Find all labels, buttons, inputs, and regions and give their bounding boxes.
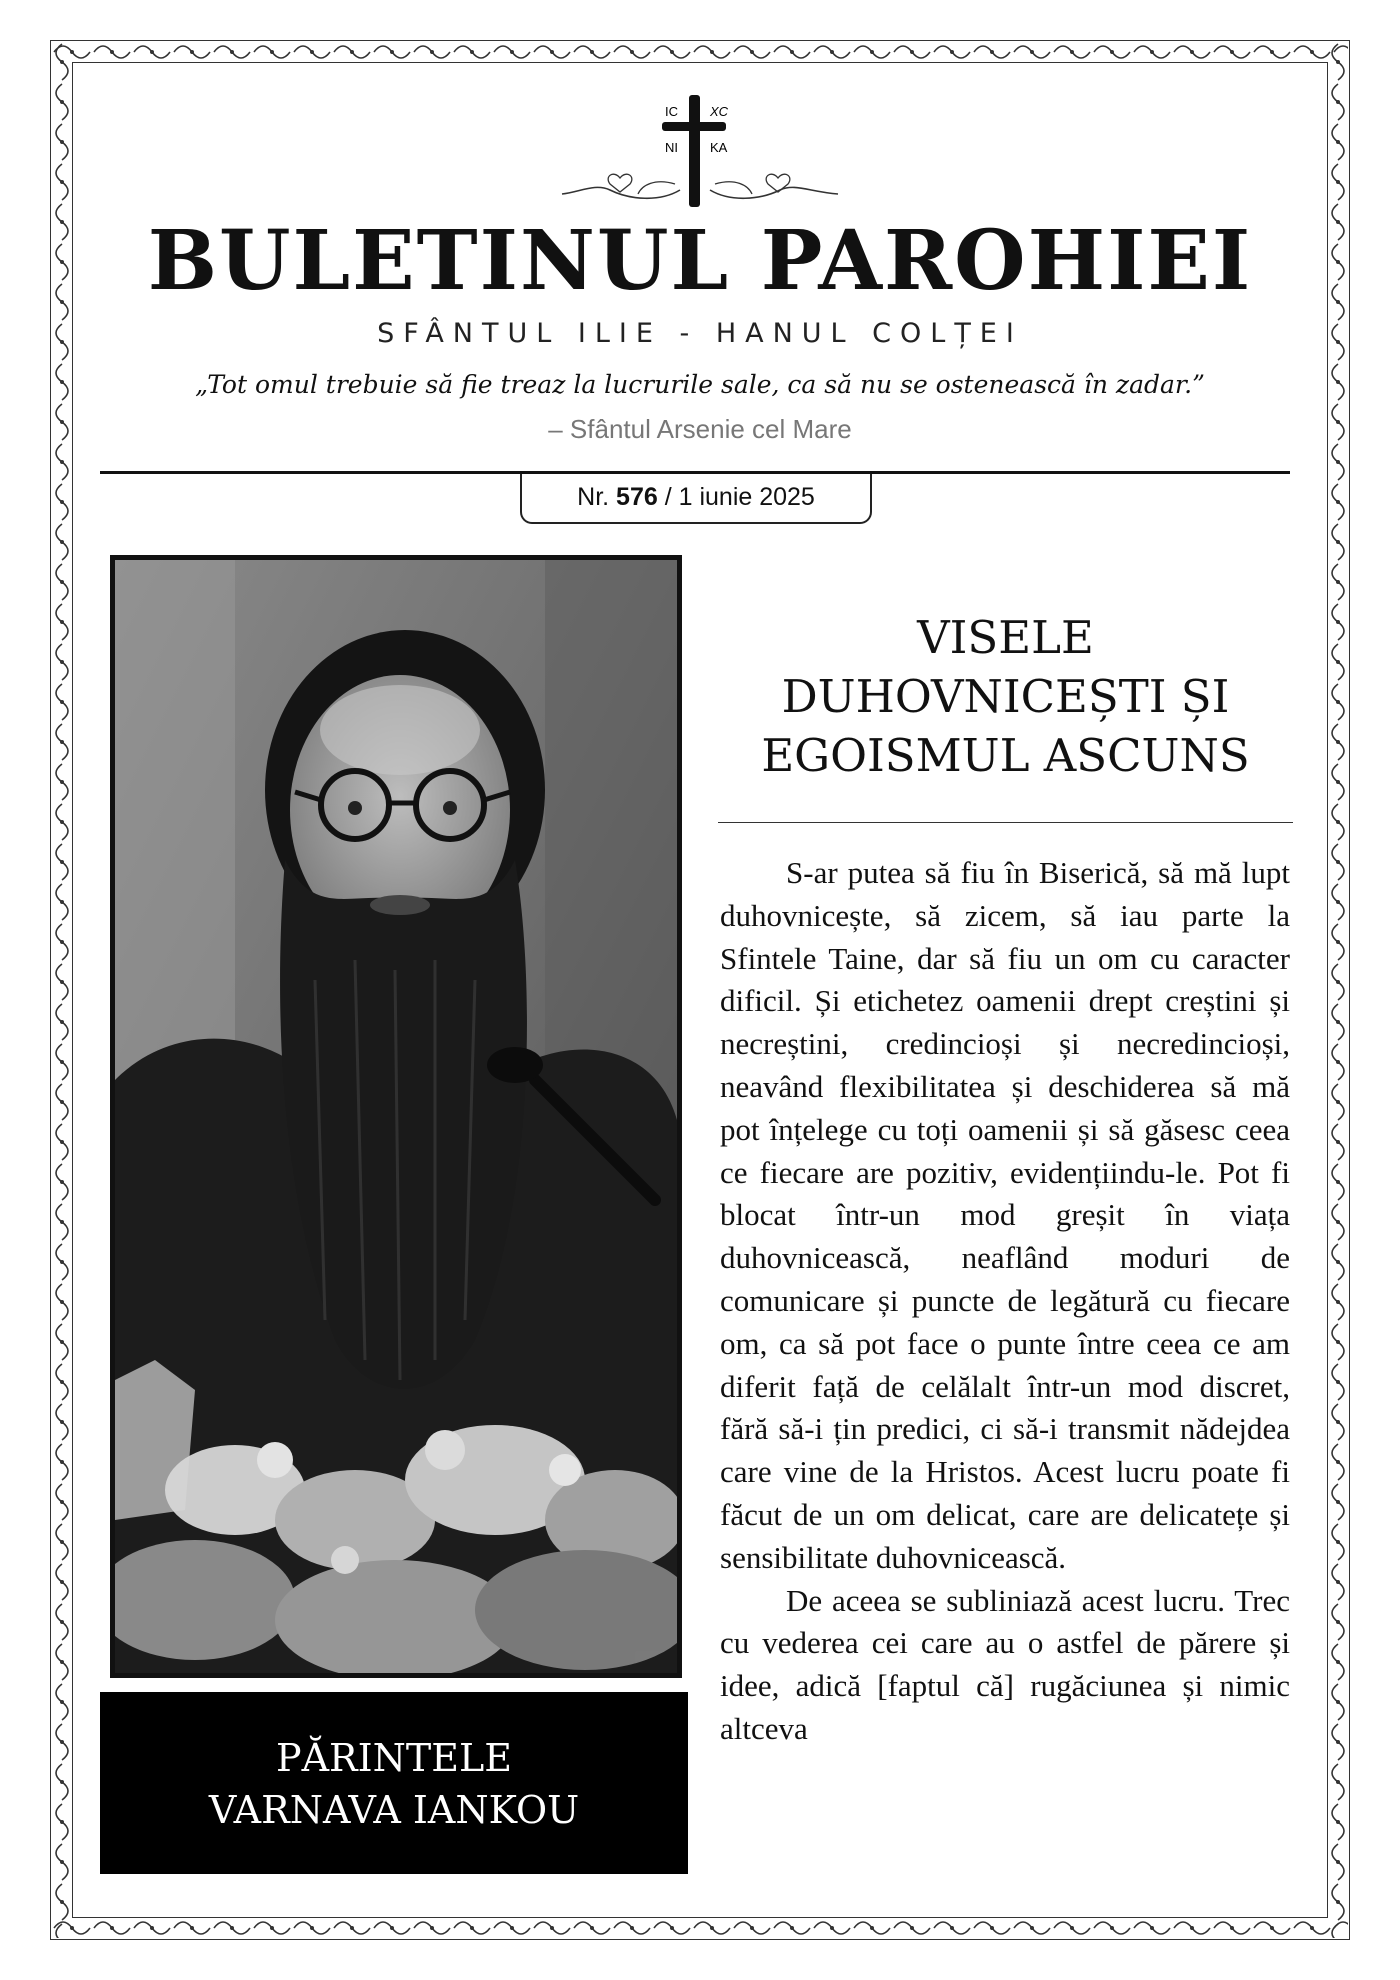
article-title-line: EGOISMUL ASCUNS xyxy=(761,729,1250,782)
emblem-letters-ic: IC xyxy=(665,104,678,119)
issue-prefix: Nr. xyxy=(577,483,610,511)
article-body xyxy=(720,852,1290,1751)
portrait-image xyxy=(115,560,677,1673)
caption-name: VARNAVA IANKOU xyxy=(208,1788,580,1832)
article-paragraph: De aceea se subliniază acest lucru. Trec cu vederea cei care au o astfel de părere și idee, adică [faptul că] rugăciunea și nimic altceva xyxy=(720,1582,1290,1746)
portrait-caption xyxy=(100,1692,688,1874)
caption-title: PĂRINTELE xyxy=(276,1736,512,1780)
article-paragraph: S-ar putea să fiu în Biserică, să mă lupt duhovnicește, să zicem, să iau parte la Sfintele Taine, dar să fiu un om cu caracter dificil. Și etichetez oamenii drept creștini și necreștini, credincioși și necredincioși, neavând flexibilitatea și deschiderea să mă pot înțelege cu toți oamenii și să găsesc ceea ce fiecare are pozitiv, evidențiindu-le. Pot fi blocat într-un mod greșit în viața duhovnicească, neaflând moduri de comunicare și puncte de legătură cu fiecare om, ca să pot face o punte între ceea ce am diferit față de celălalt într-un mod discret, fără să-i țin predici, ci să-i transmit nădejdea care vine de la Hristos. Acest lucru poate fi făcut de un om delicat, care are delicatețe și sensibilitate duhovnicească. xyxy=(720,855,1290,1575)
article-title xyxy=(718,608,1293,785)
parish-name: SFÂNTUL ILIE - HANUL COLȚEI xyxy=(377,318,1023,349)
article-title-line: DUHOVNICEȘTI ȘI xyxy=(781,670,1230,723)
ornamental-border-top xyxy=(52,42,1348,62)
newsletter-title: BULETINUL PAROHIEI xyxy=(147,213,1253,309)
issue-number: 576 xyxy=(616,483,658,511)
emblem-letters-xc: XC xyxy=(710,104,729,119)
issue-date: / 1 iunie 2025 xyxy=(664,483,815,511)
epigraph-author: – Sfântul Arsenie cel Mare xyxy=(548,414,852,444)
author-portrait xyxy=(110,555,682,1678)
emblem-letters-ni: NI xyxy=(665,140,678,155)
ornamental-border-bottom xyxy=(52,1918,1348,1938)
cross-emblem-icon xyxy=(550,90,850,220)
issue-badge xyxy=(520,474,872,524)
ornamental-border-left xyxy=(52,42,72,1938)
epigraph-quote: „Tot omul trebuie să fie treaz la lucrurile sale, ca să nu se ostenească în zadar.” xyxy=(195,370,1205,399)
emblem-letters-ka: KA xyxy=(710,140,728,155)
article-title-divider xyxy=(718,822,1293,823)
article-title-line: VISELE xyxy=(917,611,1094,664)
ornamental-border-right xyxy=(1328,42,1348,1938)
